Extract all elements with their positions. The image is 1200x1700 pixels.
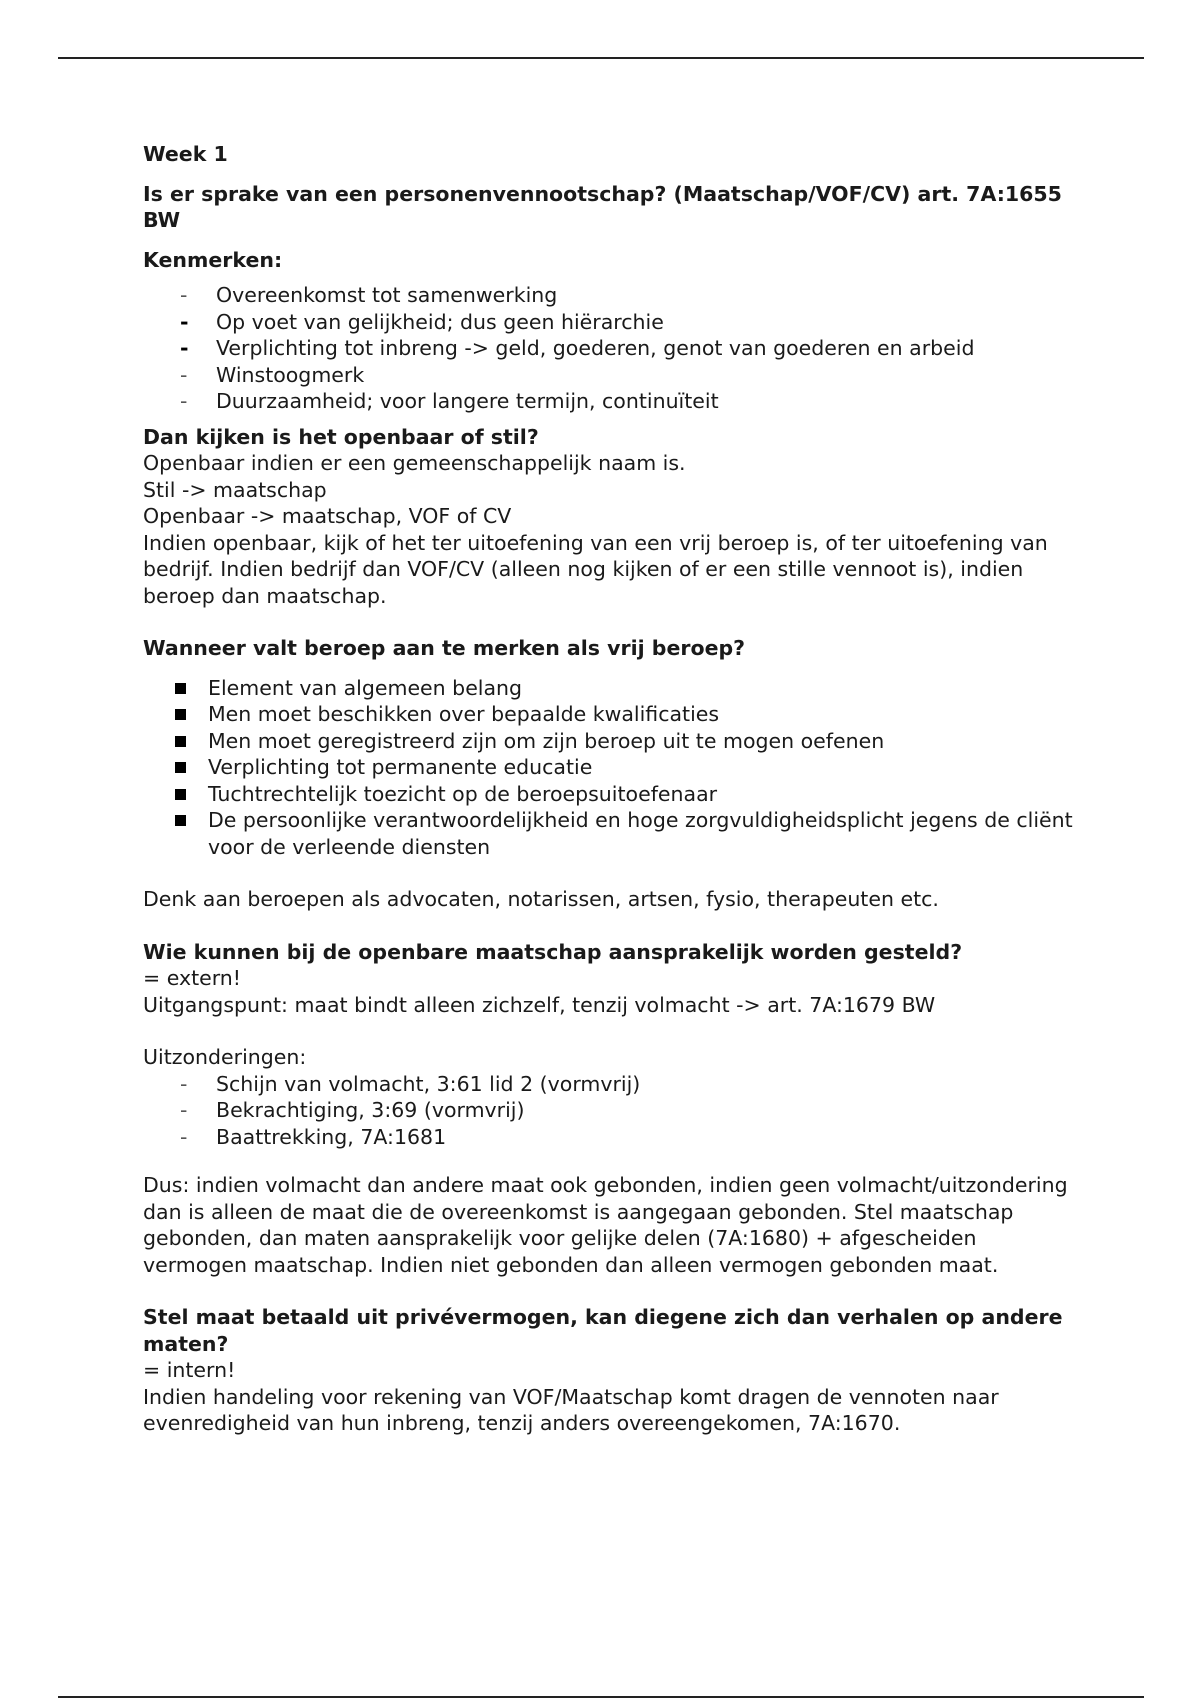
list-item: De persoonlijke verantwoordelijkheid en hoge zorgvuldigheidsplicht jegens de cliënt voor de verleende diensten <box>143 807 1078 860</box>
text-line: Openbaar indien er een gemeenschappelijk naam is. <box>143 451 686 475</box>
footer-rule <box>58 1696 1144 1698</box>
section-heading-personenvennootschap: Is er sprake van een personenvennootschap? (Maatschap/VOF/CV) art. 7A:1655 BW <box>143 181 1062 232</box>
uitzonderingen-list <box>143 1071 1078 1151</box>
intern-label: = intern! <box>143 1358 236 1382</box>
week-title: Week 1 <box>143 142 228 166</box>
section-heading-vrij-beroep: Wanneer valt beroep aan te merken als vrij beroep? <box>143 636 746 660</box>
list-item: - Overeenkomst tot samenwerking <box>143 282 1078 309</box>
section-heading-aansprakelijk: Wie kunnen bij de openbare maatschap aansprakelijk worden gesteld? <box>143 939 963 964</box>
paragraph: Dus: indien volmacht dan andere maat ook gebonden, indien geen volmacht/uitzondering dan is alleen de maat die de overeenkomst is aangegaan gebonden. Stel maatschap gebonden, dan maten aansprakelijk voor gelijke delen (7A:1680) + afgescheiden vermogen maatschap. Indien niet gebonden dan alleen vermogen gebonden maat. <box>143 1173 1068 1277</box>
list-item: - Duurzaamheid; voor langere termijn, continuïteit <box>143 388 1078 415</box>
section-heading-privevermogen: Stel maat betaald uit privévermogen, kan diegene zich dan verhalen op andere maten? <box>143 1305 1063 1356</box>
note-beroepen: Denk aan beroepen als advocaten, notarissen, artsen, fysio, therapeuten etc. <box>143 887 939 911</box>
vrij-beroep-list <box>143 675 1078 861</box>
kenmerken-label: Kenmerken: <box>143 247 283 272</box>
list-item: Men moet geregistreerd zijn om zijn beroep uit te mogen oefenen <box>143 728 1078 755</box>
paragraph: Indien openbaar, kijk of het ter uitoefening van een vrij beroep is, of ter uitoefening van bedrijf. Indien bedrijf dan VOF/CV (alleen nog kijken of er een stille vennoot is), indien beroep dan maatschap. <box>143 530 1048 608</box>
kenmerken-list <box>143 282 1078 415</box>
list-item: Tuchtrechtelijk toezicht op de beroepsuitoefenaar <box>143 781 1078 808</box>
list-item: - Op voet van gelijkheid; dus geen hiërarchie <box>143 309 1078 336</box>
list-item: Element van algemeen belang <box>143 675 1078 702</box>
uitzonderingen-label: Uitzonderingen: <box>143 1045 307 1069</box>
list-item: Verplichting tot permanente educatie <box>143 754 1078 781</box>
list-item: - Verplichting tot inbreng -> geld, goederen, genot van goederen en arbeid <box>143 335 1078 362</box>
uitgangspunt: Uitgangspunt: maat bindt alleen zichzelf, tenzij volmacht -> art. 7A:1679 BW <box>143 992 936 1017</box>
extern-label: = extern! <box>143 966 242 990</box>
list-item: Men moet beschikken over bepaalde kwalificaties <box>143 701 1078 728</box>
list-item: - Bekrachtiging, 3:69 (vormvrij) <box>143 1097 1078 1124</box>
header-rule <box>58 57 1144 59</box>
paragraph: Indien handeling voor rekening van VOF/Maatschap komt dragen de vennoten naar evenredigheid van hun inbreng, tenzij anders overeengekomen, 7A:1670. <box>143 1384 999 1435</box>
document-body <box>143 141 1078 1437</box>
text-line: Stil -> maatschap <box>143 477 327 502</box>
text-line: Openbaar -> maatschap, VOF of CV <box>143 504 512 528</box>
section-heading-openbaar-stil: Dan kijken is het openbaar of stil? <box>143 424 539 449</box>
list-item: - Baattrekking, 7A:1681 <box>143 1124 1078 1151</box>
list-item: - Winstoogmerk <box>143 362 1078 389</box>
list-item: - Schijn van volmacht, 3:61 lid 2 (vormvrij) <box>143 1071 1078 1098</box>
